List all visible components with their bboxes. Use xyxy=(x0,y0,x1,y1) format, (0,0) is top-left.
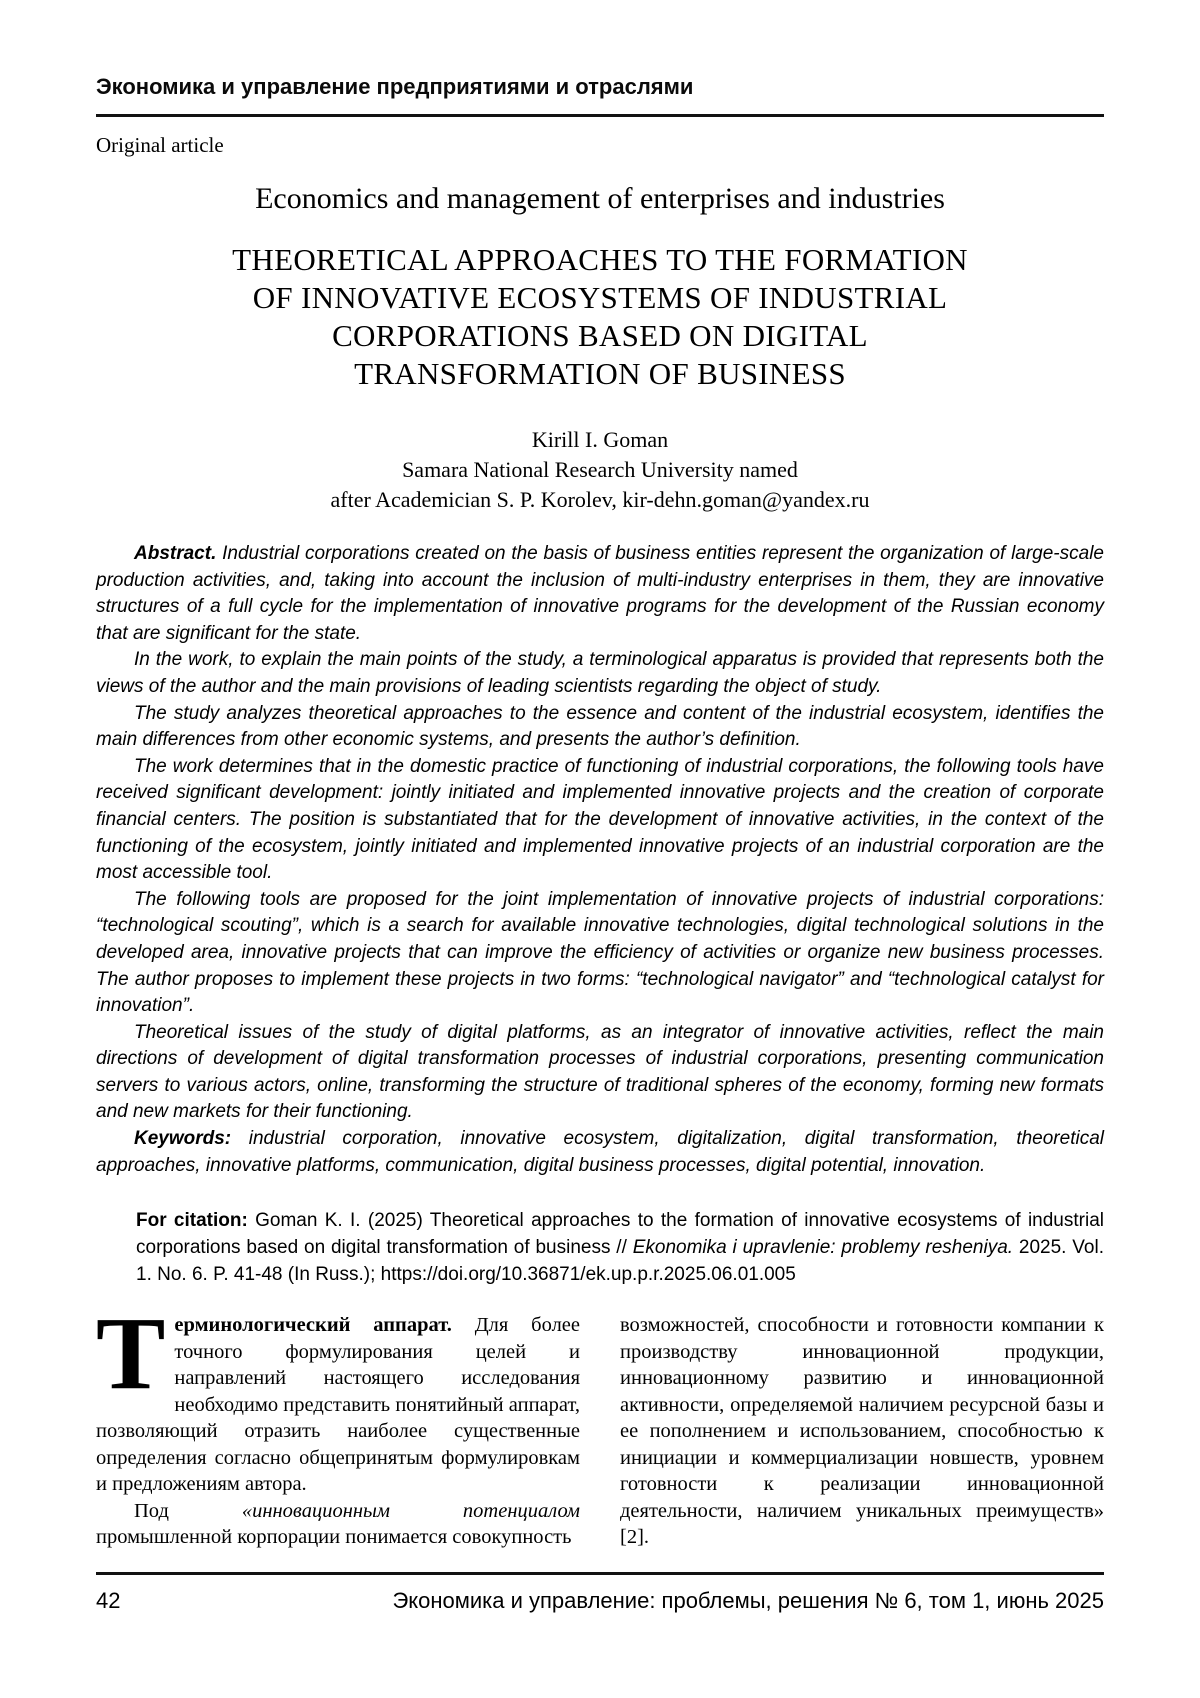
citation-section xyxy=(136,1207,1104,1288)
abstract-label: Abstract. xyxy=(134,543,217,564)
body-column-left xyxy=(96,1296,580,1551)
author-name: Kirill I. Goman xyxy=(531,427,669,452)
author-affiliation-line-2: after Academician S. P. Korolev, kir-dehn.goman@yandex.ru xyxy=(330,487,870,512)
body-paragraph-2-rest: промышленной корпорации понимается совокупность xyxy=(96,1526,572,1549)
body-paragraph-innovation-potential xyxy=(96,1498,580,1551)
body-paragraph-2-term-italic: «инновационным потенциалом xyxy=(241,1499,580,1522)
body-paragraph-1-text: Для более точного формулирования целей и направлений настоящего исследования необходимо представить понятийный аппарат, позволяющий отразить наиболее существенные определения согласно общепринятым формулировкам и предложениям автора. xyxy=(96,1314,580,1496)
abstract-paragraph-5: The following tools are proposed for the joint implementation of innovative projects of industrial corporations: “technological scouting”, which is a search for available innovative technologies, digital technological solutions in the developed area, innovative projects that can improve the efficiency of activities or organize new business processes. The author proposes to implement these projects in two forms: “technological navigator” and “technological catalyst for innovation”. xyxy=(96,888,1104,1017)
article-title xyxy=(96,241,1104,393)
keywords-paragraph xyxy=(96,1126,1104,1179)
rubric-header: Экономика и управление предприятиями и отраслями xyxy=(96,74,694,99)
header-rule xyxy=(96,114,1104,117)
section-title-en: Economics and management of enterprises and industries xyxy=(255,182,945,215)
abstract-paragraph-3: The study analyzes theoretical approaches to the essence and content of the industrial ecosystem, identifies the main differences from other economic systems, and presents the author’s definition. xyxy=(96,702,1104,751)
abstract-paragraph-6: Theoretical issues of the study of digital platforms, as an integrator of innovative activities, reflect the main directions of development of digital transformation processes of industrial corporations, presenting communication servers to various actors, online, transforming the structure of traditional spheres of the economy, forming new formats and new markets for their functioning. xyxy=(96,1021,1104,1123)
author-affiliation-line-1: Samara National Research University named xyxy=(402,457,798,482)
abstract-section xyxy=(96,541,1104,1179)
page-footer xyxy=(96,1572,1104,1614)
dropcap-letter: Т xyxy=(96,1296,166,1412)
citation-text: Goman K. I. (2025) Theoretical approaches to the formation of innovative ecosystems of industrial corporations based on digital transformation of business // xyxy=(136,1210,1104,1259)
body-paragraph-2-start: Под xyxy=(134,1499,242,1522)
article-title-line-4: TRANSFORMATION OF BUSINESS xyxy=(354,356,846,391)
article-title-line-2: OF INNOVATIVE ECOSYSTEMS OF INDUSTRIAL xyxy=(252,280,948,315)
citation-doi-text: 2025. Vol. 1. No. 6. P. 41-48 (In Russ.); https://doi.org/10.36871/ek.up.p.r.2025.06.01.005 xyxy=(136,1237,1104,1286)
authors-block xyxy=(96,425,1104,515)
body-column-right xyxy=(620,1312,1104,1551)
abstract-paragraph-1-text: Industrial corporations created on the basis of business entities represent the organization of large-scale production activities, and, taking into account the inclusion of multi-industry enterprises in them, they are innovative structures of a full cycle for the implementation of innovative programs for the development of the Russian economy that are significant for the state. xyxy=(96,543,1104,644)
body-lead-heading: ерминологический аппарат. xyxy=(174,1314,452,1337)
body-paragraph-terminology xyxy=(96,1296,580,1498)
article-title-line-3: CORPORATIONS BASED ON DIGITAL xyxy=(332,318,868,353)
article-page xyxy=(96,0,1104,1551)
abstract-paragraph-4: The work determines that in the domestic practice of functioning of industrial corporations, the following tools have received significant development: jointly initiated and implemented innovative projects and the creation of corporate financial centers. The position is substantiated that for the development of innovative activities, in the context of the functioning of the ecosystem, jointly initiated and implemented innovative projects of an industrial corporation are the most accessible tool. xyxy=(96,755,1104,884)
keywords-text: industrial corporation, innovative ecosystem, digitalization, digital transformation, theoretical approaches, innovative platforms, communication, digital business processes, digital potential, innovation. xyxy=(96,1128,1104,1176)
citation-paragraph xyxy=(136,1207,1104,1288)
body-paragraph-continuation: возможностей, способности и готовности компании к производству инновационной продукции, инновационному развитию и инновационной активности, определяемой наличием ресурсной базы и ее пополнением и использованием, способностью к инициации и коммерциализации новшеств, уровнем готовности к реализации инновационной деятельности, наличием уникальных преимуществ» [2]. xyxy=(620,1314,1104,1549)
article-title-line-1: THEORETICAL APPROACHES TO THE FORMATION xyxy=(232,242,968,277)
article-type-label: Original article xyxy=(96,133,224,157)
abstract-paragraph-2: In the work, to explain the main points of the study, a terminological apparatus is provided that represents both the views of the author and the main provisions of leading scientists regarding the object of study. xyxy=(96,649,1104,697)
citation-label: For citation: xyxy=(136,1210,248,1232)
keywords-label: Keywords: xyxy=(134,1128,232,1150)
abstract-paragraph-1 xyxy=(96,541,1104,647)
footer-journal-line: Экономика и управление: проблемы, решения № 6, том 1, июнь 2025 xyxy=(392,1588,1104,1613)
body-two-columns xyxy=(96,1296,1104,1551)
page-number: 42 xyxy=(96,1588,121,1613)
citation-journal-name: Ekonomika i upravlenie: problemy resheniya. xyxy=(632,1237,1014,1259)
